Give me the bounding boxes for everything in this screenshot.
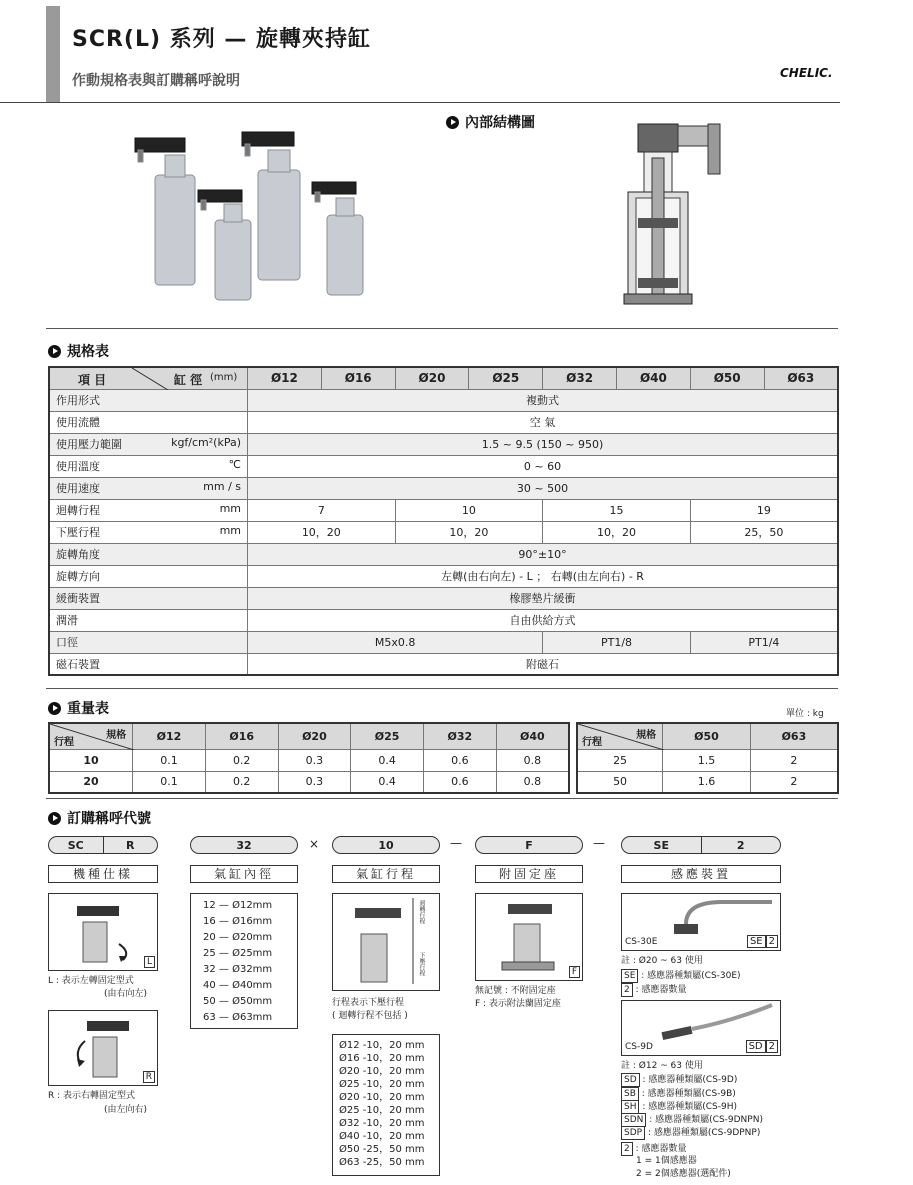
type-r-note: R : 表示右轉固定型式	[48, 1091, 136, 1101]
spec-label: 使用速度 mm / s	[49, 477, 248, 499]
list-item: 16 — Ø16mm	[203, 916, 273, 927]
section-rule	[46, 688, 838, 689]
order-section-title: 訂購稱呼代號	[48, 808, 151, 828]
structure-section-title: 內部結構圖	[446, 112, 535, 132]
mount-note-none: 無記號 : 不附固定座	[475, 986, 556, 996]
list-item: Ø20 -10，20 mm	[339, 1092, 425, 1103]
spec-row-lube	[49, 609, 838, 631]
spec-label: 使用流體	[49, 411, 248, 433]
bore-header: Ø25	[469, 367, 543, 389]
option-header-sensor: 感應裝置	[621, 865, 781, 883]
bore-options-list	[190, 893, 298, 1029]
weight-col-header: Ø32	[423, 723, 496, 749]
weight-col-header: Ø50	[663, 723, 751, 749]
page-title: SCR(L) 系列 — 旋轉夾持缸	[72, 27, 372, 52]
weight-table-right	[576, 722, 839, 794]
spec-value: PT1/4	[690, 631, 838, 653]
table-row: 25 1.5 2	[577, 749, 838, 771]
sensor-a-note: 註 : Ø20 ~ 63 使用	[621, 956, 703, 966]
sensor-a-item: 2 : 感應器數量	[621, 983, 687, 997]
list-item: Ø16 -10，20 mm	[339, 1053, 425, 1064]
section-bullet-icon	[48, 812, 61, 825]
stroke-options-list	[332, 1034, 440, 1176]
spec-row-down	[49, 521, 838, 543]
weight-col-header: Ø16	[205, 723, 278, 749]
spec-value: 自由供給方式	[248, 609, 838, 631]
flange-mount-icon	[476, 894, 582, 980]
bore-header: Ø16	[321, 367, 395, 389]
type-r-note-dir: (由左向右)	[104, 1105, 148, 1115]
spec-label: 下壓行程 mm	[49, 521, 248, 543]
spec-label: 潤滑	[49, 609, 248, 631]
weight-col-header: Ø20	[278, 723, 351, 749]
spec-row-magnet	[49, 653, 838, 675]
spec-row-action	[49, 389, 838, 411]
header-rule	[0, 102, 840, 103]
code-pill-sensor: SE 2	[621, 836, 781, 854]
sensor-qty-1: 1 = 1個感應器	[636, 1156, 697, 1166]
spec-label: 迴轉行程 mm	[49, 499, 248, 521]
cylinder-1	[135, 138, 195, 285]
right-rotation-icon	[49, 1011, 157, 1085]
spec-value: 10，20	[248, 521, 396, 543]
code-pill-mount: F	[475, 836, 583, 854]
sensor-b-note: 註 : Ø12 ~ 63 使用	[621, 1061, 703, 1071]
spec-row-port	[49, 631, 838, 653]
weight-header-corner: 規格 行程	[577, 723, 663, 749]
weight-col-header: Ø63	[750, 723, 838, 749]
spec-row-temp	[49, 455, 838, 477]
table-row: 50 1.6 2	[577, 771, 838, 793]
type-l-note: L : 表示左轉固定型式	[48, 976, 134, 986]
spec-value: 10	[395, 499, 543, 521]
spec-label: 磁石裝置	[49, 653, 248, 675]
list-item: Ø50 -25，50 mm	[339, 1144, 425, 1155]
spec-value: 0 ~ 60	[248, 455, 838, 477]
stroke-image: 迴轉行程 下壓行程	[332, 893, 440, 991]
spec-value: 1.5 ~ 9.5 (150 ~ 950)	[248, 433, 838, 455]
code-pill-stroke: 10	[332, 836, 440, 854]
code-separator: —	[450, 836, 462, 850]
spec-value: 90°±10°	[248, 543, 838, 565]
spec-label: 緩衝裝置	[49, 587, 248, 609]
spec-value: 左轉(由右向左) - L ； 右轉(由左向右) - R	[248, 565, 838, 587]
list-item: 32 — Ø32mm	[203, 964, 273, 975]
brand-logo: CHELIC.	[780, 66, 833, 80]
section-bullet-icon	[48, 702, 61, 715]
list-item: Ø63 -25，50 mm	[339, 1157, 425, 1168]
spec-value: 30 ~ 500	[248, 477, 838, 499]
spec-label: 作用形式	[49, 389, 248, 411]
bore-header: Ø12	[248, 367, 322, 389]
spec-row-direction	[49, 565, 838, 587]
bore-header: Ø40	[617, 367, 691, 389]
spec-value: 10，20	[395, 521, 543, 543]
left-rotation-icon	[49, 894, 157, 970]
header-accent-bar	[46, 6, 60, 102]
list-item: Ø25 -10，20 mm	[339, 1105, 425, 1116]
list-item: Ø20 -10，20 mm	[339, 1066, 425, 1077]
sensor-a-item: SE : 感應器種類屬(CS-30E)	[621, 969, 741, 983]
list-item: 25 — Ø25mm	[203, 948, 273, 959]
sensor-b-item: SDP : 感應器種類屬(CS-9DPNP)	[621, 1126, 760, 1140]
spec-value: 附磁石	[248, 653, 838, 675]
page-subtitle: 作動規格表與訂購稱呼說明	[72, 73, 240, 89]
weight-col-header: Ø40	[496, 723, 569, 749]
spec-value: 橡膠墊片緩衝	[248, 587, 838, 609]
cylinder-4	[312, 182, 363, 295]
weight-col-header: Ø12	[133, 723, 206, 749]
sensor-b-item: SD : 感應器種類屬(CS-9D)	[621, 1073, 737, 1087]
code-pill-type: SC R	[48, 836, 158, 854]
stroke-note-sub: ( 迴轉行程不包括 )	[332, 1011, 408, 1021]
list-item: Ø32 -10，20 mm	[339, 1118, 425, 1129]
spec-value: 10，20	[543, 521, 691, 543]
list-item: Ø12 -10，20 mm	[339, 1040, 425, 1051]
spec-value: 19	[690, 499, 838, 521]
weight-col-header: Ø25	[351, 723, 424, 749]
sensor-b-item: SB : 感應器種類屬(CS-9B)	[621, 1087, 736, 1101]
spec-table	[48, 366, 839, 676]
spec-value: 7	[248, 499, 396, 521]
spec-value: 25，50	[690, 521, 838, 543]
table-row: 20 0.1 0.2 0.3 0.4 0.6 0.8	[49, 771, 569, 793]
section-rule	[46, 798, 838, 799]
spec-row-angle	[49, 543, 838, 565]
list-item: 63 — Ø63mm	[203, 1012, 273, 1023]
weight-section-title: 重量表	[48, 698, 109, 718]
product-photo	[120, 120, 370, 310]
spec-value: PT1/8	[543, 631, 691, 653]
section-rule	[46, 328, 838, 329]
code-separator: —	[593, 836, 605, 850]
section-bullet-icon	[48, 345, 61, 358]
internal-structure-diagram	[608, 118, 743, 313]
type-r-image: R	[48, 1010, 158, 1086]
spec-row-speed	[49, 477, 838, 499]
cylinder-2	[198, 190, 251, 300]
spec-row-swing	[49, 499, 838, 521]
spec-section-title: 規格表	[48, 341, 109, 361]
section-bullet-icon	[446, 116, 459, 129]
table-row: 10 0.1 0.2 0.3 0.4 0.6 0.8	[49, 749, 569, 771]
code-separator: ×	[309, 837, 320, 851]
spec-value: 15	[543, 499, 691, 521]
list-item: 20 — Ø20mm	[203, 932, 273, 943]
bore-header: Ø63	[764, 367, 838, 389]
bore-header: Ø32	[543, 367, 617, 389]
sensor-b-item: SH : 感應器種類屬(CS-9H)	[621, 1100, 737, 1114]
spec-row-cushion	[49, 587, 838, 609]
list-item: 12 — Ø12mm	[203, 900, 273, 911]
list-item: 50 — Ø50mm	[203, 996, 273, 1007]
sensor-b-image: CS-9D SD 2	[621, 1000, 781, 1056]
spec-value: 空 氣	[248, 411, 838, 433]
spec-label: 旋轉方向	[49, 565, 248, 587]
option-header-bore: 氣缸內徑	[190, 865, 298, 883]
type-l-note-dir: (由右向左)	[104, 989, 148, 999]
option-header-type: 機種仕樣	[48, 865, 158, 883]
weight-table-left	[48, 722, 570, 794]
spec-label: 口徑	[49, 631, 248, 653]
sensor-b-item: 2 : 感應器數量	[621, 1142, 687, 1156]
sensor-b-item: SDN : 感應器種類屬(CS-9DNPN)	[621, 1113, 763, 1127]
list-item: Ø25 -10，20 mm	[339, 1079, 425, 1090]
sensor-a-image: CS-30E SE 2	[621, 893, 781, 951]
bore-header: Ø20	[395, 367, 469, 389]
weight-unit-note: 單位 : kg	[786, 709, 824, 719]
option-header-mount: 附固定座	[475, 865, 583, 883]
stroke-note: 行程表示下壓行程	[332, 998, 405, 1008]
spec-label: 使用溫度 ℃	[49, 455, 248, 477]
list-item: Ø40 -10，20 mm	[339, 1131, 425, 1142]
weight-header-corner: 規格 行程	[49, 723, 133, 749]
spec-value: 複動式	[248, 389, 838, 411]
type-l-image: L	[48, 893, 158, 971]
bore-header: Ø50	[690, 367, 764, 389]
spec-label: 旋轉角度	[49, 543, 248, 565]
spec-row-pressure	[49, 433, 838, 455]
code-pill-bore: 32	[190, 836, 298, 854]
mount-note-flange: F : 表示附法蘭固定座	[475, 999, 561, 1009]
list-item: 40 — Ø40mm	[203, 980, 273, 991]
option-header-stroke: 氣缸行程	[332, 865, 440, 883]
spec-label: 使用壓力範圍 kgf/cm²(kPa)	[49, 433, 248, 455]
spec-header-corner: 項 目 缸 徑 (mm)	[49, 367, 248, 389]
spec-row-medium	[49, 411, 838, 433]
mount-image: F	[475, 893, 583, 981]
sensor-qty-2: 2 = 2個感應器(選配件)	[636, 1169, 731, 1179]
spec-value: M5x0.8	[248, 631, 543, 653]
